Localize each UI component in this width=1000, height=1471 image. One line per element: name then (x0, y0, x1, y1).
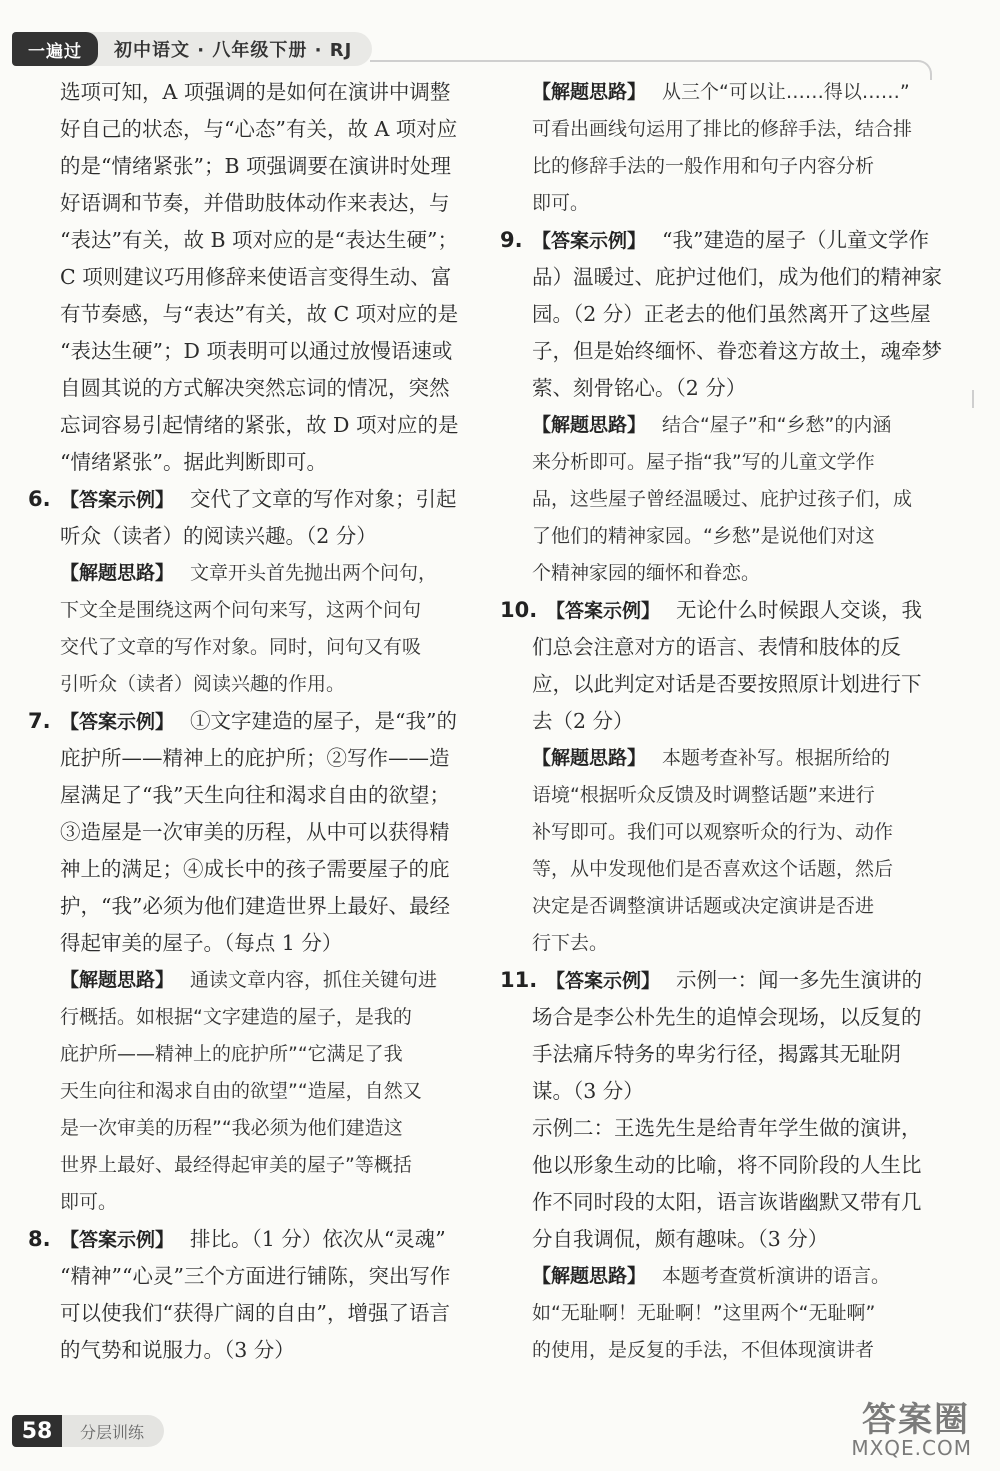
answer-tag: 【答案示例】 (60, 1229, 175, 1251)
q8-analysis (500, 74, 940, 222)
page-header (0, 0, 1000, 80)
answer-text: “我”建造的屋子（儿童文学作 (662, 228, 929, 252)
text-line: 的使用，是反复的手法，不但体现演讲者 (532, 1339, 875, 1361)
text-line: 好自己的状态，与“心态”有关，故 A 项对应 (60, 117, 458, 141)
text-line: 如“无耻啊！无耻啊！”这里两个“无耻啊” (532, 1302, 876, 1324)
question-number: 6. (28, 487, 51, 511)
page-number: 58 (12, 1415, 62, 1447)
question-9 (500, 222, 940, 592)
text-line: 个精神家园的缅怀和眷恋。 (532, 562, 761, 584)
text-line: 语境“根据听众反馈及时调整话题”来进行 (532, 784, 875, 806)
analysis-text: 结合“屋子”和“乡愁”的内涵 (662, 414, 892, 436)
answer-tag: 【答案示例】 (546, 600, 661, 622)
analysis-line (500, 1258, 940, 1295)
text-line: 去（2 分） (532, 709, 634, 733)
analysis-tag: 【解题思路】 (60, 969, 175, 991)
text-line: 护，“我”必须为他们建造世界上最好、最经 (60, 894, 450, 918)
analysis-tag: 【解题思路】 (532, 1265, 647, 1287)
question-11 (500, 962, 940, 1369)
text-line: 天生向往和渴求自由的欲望”“造屋，自然又 (60, 1080, 422, 1102)
text-line: “表达生硬”；D 项表明可以通过放慢语速或 (60, 339, 453, 363)
text-line: 好语调和节奏，并借助肢体动作来表达，与 (60, 191, 450, 215)
stamp-title: 答案圈 (862, 1400, 970, 1440)
text-line: 来分析即可。屋子指“我”写的儿童文学作 (532, 451, 875, 473)
text-line: 决定是否调整演讲话题或决定演讲是否进 (532, 895, 875, 917)
text-line: 得起审美的屋子。（每点 1 分） (60, 931, 343, 955)
analysis-line (28, 555, 478, 592)
text-line: 了他们的精神家园。“乡愁”是说他们对这 (532, 525, 875, 547)
text-line: 手法痛斥特务的卑劣行径，揭露其无耻阴 (532, 1042, 901, 1066)
text-line: 庇护所——精神上的庇护所”“它满足了我 (60, 1043, 403, 1065)
analysis-line (28, 962, 478, 999)
text-line: 作不同时段的太阳，语言诙谐幽默又带有几 (532, 1190, 922, 1214)
text-line: 行概括。如根据“文字建造的屋子，是我的 (60, 1006, 412, 1028)
analysis-text: 本题考查补写。根据所给的 (662, 747, 891, 769)
section-label: 分层训练 (62, 1415, 164, 1447)
text-line: 应，以此判定对话是否要按照原计划进行下 (532, 672, 922, 696)
analysis-line (500, 74, 940, 111)
analysis-text: 本题考查赏析演讲的语言。 (662, 1265, 891, 1287)
question-number: 7. (28, 709, 51, 733)
answer-text: 示例一：闻一多先生演讲的 (676, 968, 923, 992)
brand-logo: 一遍过 (12, 32, 98, 66)
text-line: 场合是李公朴先生的追悼会现场，以反复的 (532, 1005, 922, 1029)
text-line: 子，但是始终缅怀、眷恋着这方故土，魂牵梦 (532, 339, 942, 363)
text-line: 世界上最好、最经得起审美的屋子”等概括 (60, 1154, 412, 1176)
question-8 (28, 1221, 478, 1369)
answer-line (500, 222, 940, 259)
q5-analysis-continued (28, 74, 478, 481)
text-line: ③造屋是一次审美的历程，从中可以获得精 (60, 820, 450, 844)
text-line: “精神”“心灵”三个方面进行铺陈，突出写作 (60, 1264, 451, 1288)
question-number: 10. (500, 598, 538, 622)
text-line: “情绪紧张”。据此判断即可。 (60, 450, 327, 474)
text-line: 等，从中发现他们是否喜欢这个话题，然后 (532, 858, 894, 880)
answer-text: ①文字建造的屋子，是“我”的 (190, 709, 457, 733)
analysis-text: 文章开头首先抛出两个问句， (190, 562, 438, 584)
analysis-tag: 【解题思路】 (60, 562, 175, 584)
text-line: 可以使我们“获得广阔的自由”，增强了语言 (60, 1301, 450, 1325)
stamp-url: MXQE.COM (851, 1436, 972, 1460)
text-line: 的气势和说服力。（3 分） (60, 1338, 295, 1362)
question-number: 9. (500, 228, 523, 252)
watermark-stamp (810, 1392, 980, 1462)
answer-text: 无论什么时候跟人交谈，我 (676, 598, 923, 622)
question-number: 8. (28, 1227, 51, 1251)
text-line: 他以形象生动的比喻，将不同阶段的人生比 (532, 1153, 922, 1177)
text-line: 即可。 (60, 1191, 118, 1213)
text-line: 忘词容易引起情绪的紧张，故 D 项对应的是 (60, 413, 459, 437)
book-title: 初中语文 · 八年级下册 · RJ (114, 40, 353, 61)
question-7 (28, 703, 478, 1221)
answer-line (28, 481, 478, 518)
answer-text: 交代了文章的写作对象；引起 (190, 487, 457, 511)
text-line: 屋满足了“我”天生向往和渴求自由的欲望； (60, 783, 450, 807)
question-6 (28, 481, 478, 703)
answer-tag: 【答案示例】 (60, 489, 175, 511)
text-line: 有节奏感，与“表达”有关，故 C 项对应的是 (60, 302, 459, 326)
text-line: 是一次审美的历程”“我必须为他们建造这 (60, 1117, 403, 1139)
text-line: 交代了文章的写作对象。同时，问句又有吸 (60, 636, 422, 658)
text-line: 选项可知，A 项强调的是如何在演讲中调整 (60, 80, 451, 104)
text-line: 补写即可。我们可以观察听众的行为、动作 (532, 821, 894, 843)
text-line: C 项则建议巧用修辞来使语言变得生动、富 (60, 265, 452, 289)
answer-tag: 【答案示例】 (546, 970, 661, 992)
text-line: 品，这些屋子曾经温暖过、庇护过孩子们，成 (532, 488, 913, 510)
text-line: 们总会注意对方的语言、表情和肢体的反 (532, 635, 901, 659)
analysis-text: 从三个“可以让……得以……” (662, 81, 910, 103)
text-line: 示例二：王选先生是给青年学生做的演讲， (532, 1116, 922, 1140)
text-line: 品）温暖过、庇护过他们，成为他们的精神家 (532, 265, 942, 289)
text-line: 萦、刻骨铭心。（2 分） (532, 376, 747, 400)
analysis-line (500, 407, 940, 444)
left-column (28, 74, 478, 1369)
text-line: 自圆其说的方式解决突然忘词的情况，突然 (60, 376, 450, 400)
answer-line (28, 703, 478, 740)
text-line: 引听众（读者）阅读兴趣的作用。 (60, 673, 346, 695)
text-line: 的是“情绪紧张”；B 项强调要在演讲时处理 (60, 154, 452, 178)
analysis-text: 通读文章内容，抓住关键句进 (190, 969, 438, 991)
text-line: 庇护所——精神上的庇护所；②写作——造 (60, 746, 450, 770)
text-line: 可看出画线句运用了排比的修辞手法，结合排 (532, 118, 913, 140)
question-10 (500, 592, 940, 962)
text-line: “表达”有关，故 B 项对应的是“表达生硬”； (60, 228, 459, 252)
question-number: 11. (500, 968, 538, 992)
analysis-tag: 【解题思路】 (532, 414, 647, 436)
header-badge (12, 32, 372, 66)
text-line: 比的修辞手法的一般作用和句子内容分析 (532, 155, 875, 177)
text-line: 行下去。 (532, 932, 609, 954)
text-line: 即可。 (532, 192, 590, 214)
answer-text: 排比。（1 分）依次从“灵魂” (190, 1227, 446, 1251)
answer-line (500, 962, 940, 999)
answer-tag: 【答案示例】 (532, 230, 647, 252)
text-line: 园。（2 分）正老去的他们虽然离开了这些屋 (532, 302, 931, 326)
text-line: 听众（读者）的阅读兴趣。（2 分） (60, 524, 377, 548)
text-line: 神上的满足；④成长中的孩子需要屋子的庇 (60, 857, 450, 881)
answer-tag: 【答案示例】 (60, 711, 175, 733)
answer-line (500, 592, 940, 629)
text-line: 谋。（3 分） (532, 1079, 644, 1103)
analysis-tag: 【解题思路】 (532, 81, 647, 103)
answer-line (28, 1221, 478, 1258)
text-line: 下文全是围绕这两个问句来写，这两个问句 (60, 599, 422, 621)
text-line: 分自我调侃，颇有趣味。（3 分） (532, 1227, 829, 1251)
right-column (500, 74, 940, 1369)
analysis-tag: 【解题思路】 (532, 747, 647, 769)
margin-mark (972, 390, 974, 408)
analysis-line (500, 740, 940, 777)
